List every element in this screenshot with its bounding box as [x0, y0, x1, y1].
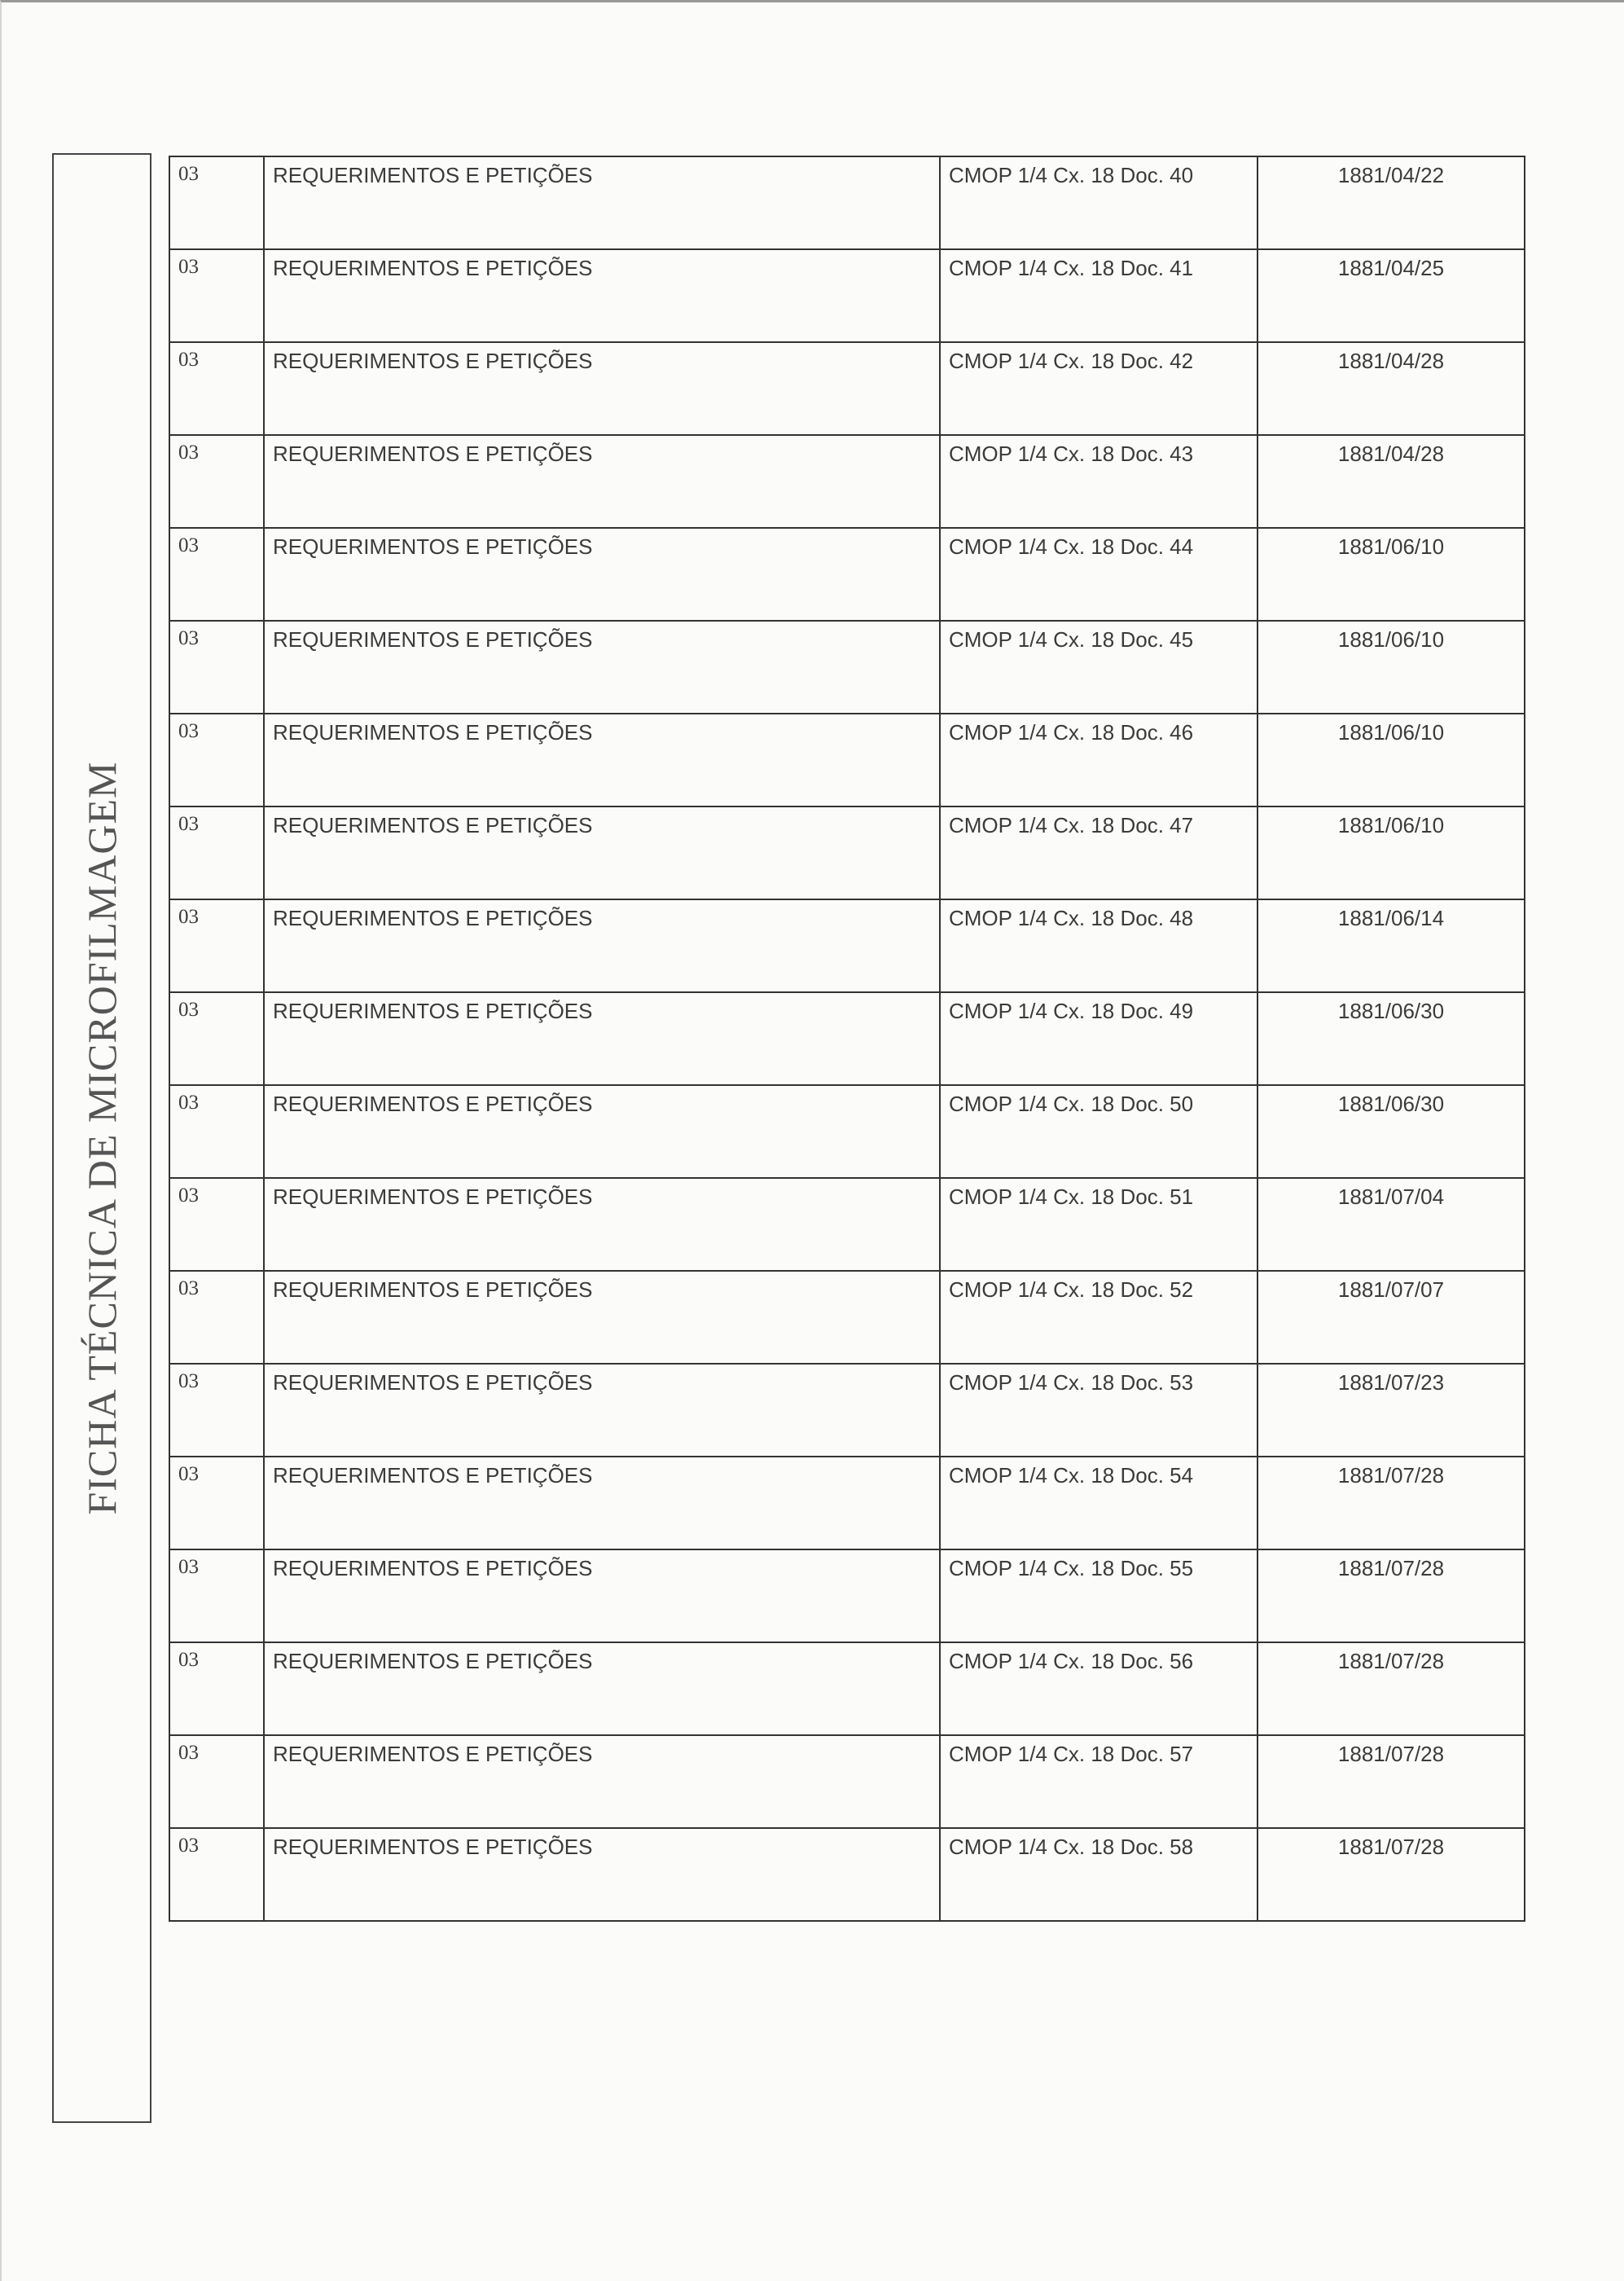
record-title-cell: REQUERIMENTOS E PETIÇÕES	[264, 1457, 940, 1549]
archive-reference-cell: CMOP 1/4 Cx. 18 Doc. 52	[940, 1271, 1258, 1364]
table-row	[169, 1085, 1525, 1178]
table-row	[169, 1642, 1525, 1735]
record-title-cell: REQUERIMENTOS E PETIÇÕES	[264, 249, 940, 342]
record-title-cell: REQUERIMENTOS E PETIÇÕES	[264, 1178, 940, 1271]
series-number-cell: 03	[169, 899, 264, 992]
table-row	[169, 528, 1525, 621]
record-date-cell: 1881/06/10	[1258, 806, 1525, 899]
archive-reference-cell: CMOP 1/4 Cx. 18 Doc. 40	[940, 156, 1258, 249]
record-date-cell: 1881/07/04	[1258, 1178, 1525, 1271]
table-row	[169, 342, 1525, 435]
record-title-cell: REQUERIMENTOS E PETIÇÕES	[264, 806, 940, 899]
record-date-cell: 1881/04/25	[1258, 249, 1525, 342]
series-number-cell: 03	[169, 249, 264, 342]
record-date-cell: 1881/07/28	[1258, 1828, 1525, 1921]
record-date-cell: 1881/04/28	[1258, 435, 1525, 528]
side-title-box	[52, 153, 151, 2123]
archive-reference-cell: CMOP 1/4 Cx. 18 Doc. 47	[940, 806, 1258, 899]
record-title-cell: REQUERIMENTOS E PETIÇÕES	[264, 1549, 940, 1642]
table-row	[169, 714, 1525, 806]
side-title: FICHA TÉCNICA DE MICROFILMAGEM	[79, 761, 125, 1515]
table-row	[169, 1178, 1525, 1271]
archive-reference-cell: CMOP 1/4 Cx. 18 Doc. 41	[940, 249, 1258, 342]
record-title-cell: REQUERIMENTOS E PETIÇÕES	[264, 1085, 940, 1178]
records-body	[169, 156, 1525, 1921]
record-date-cell: 1881/06/30	[1258, 992, 1525, 1085]
record-title-cell: REQUERIMENTOS E PETIÇÕES	[264, 528, 940, 621]
record-date-cell: 1881/06/10	[1258, 528, 1525, 621]
record-date-cell: 1881/07/07	[1258, 1271, 1525, 1364]
series-number-cell: 03	[169, 1364, 264, 1457]
record-title-cell: REQUERIMENTOS E PETIÇÕES	[264, 992, 940, 1085]
series-number-cell: 03	[169, 806, 264, 899]
record-date-cell: 1881/06/30	[1258, 1085, 1525, 1178]
series-number-cell: 03	[169, 621, 264, 714]
archive-reference-cell: CMOP 1/4 Cx. 18 Doc. 53	[940, 1364, 1258, 1457]
archive-reference-cell: CMOP 1/4 Cx. 18 Doc. 44	[940, 528, 1258, 621]
series-number-cell: 03	[169, 714, 264, 806]
series-number-cell: 03	[169, 342, 264, 435]
records-table	[169, 156, 1525, 1922]
series-number-cell: 03	[169, 1828, 264, 1921]
archive-reference-cell: CMOP 1/4 Cx. 18 Doc. 43	[940, 435, 1258, 528]
series-number-cell: 03	[169, 1271, 264, 1364]
series-number-cell: 03	[169, 1735, 264, 1828]
record-date-cell: 1881/07/28	[1258, 1457, 1525, 1549]
table-row	[169, 1457, 1525, 1549]
record-title-cell: REQUERIMENTOS E PETIÇÕES	[264, 1735, 940, 1828]
record-title-cell: REQUERIMENTOS E PETIÇÕES	[264, 1642, 940, 1735]
series-number-cell: 03	[169, 1549, 264, 1642]
table-row	[169, 899, 1525, 992]
series-number-cell: 03	[169, 528, 264, 621]
table-row	[169, 249, 1525, 342]
record-title-cell: REQUERIMENTOS E PETIÇÕES	[264, 621, 940, 714]
record-date-cell: 1881/06/10	[1258, 714, 1525, 806]
series-number-cell: 03	[169, 1642, 264, 1735]
record-title-cell: REQUERIMENTOS E PETIÇÕES	[264, 342, 940, 435]
archive-reference-cell: CMOP 1/4 Cx. 18 Doc. 56	[940, 1642, 1258, 1735]
record-date-cell: 1881/07/28	[1258, 1642, 1525, 1735]
archive-reference-cell: CMOP 1/4 Cx. 18 Doc. 57	[940, 1735, 1258, 1828]
record-date-cell: 1881/04/22	[1258, 156, 1525, 249]
record-title-cell: REQUERIMENTOS E PETIÇÕES	[264, 899, 940, 992]
record-title-cell: REQUERIMENTOS E PETIÇÕES	[264, 1364, 940, 1457]
series-number-cell: 03	[169, 1457, 264, 1549]
series-number-cell: 03	[169, 1178, 264, 1271]
series-number-cell: 03	[169, 992, 264, 1085]
record-date-cell: 1881/06/10	[1258, 621, 1525, 714]
table-row	[169, 156, 1525, 249]
archive-reference-cell: CMOP 1/4 Cx. 18 Doc. 58	[940, 1828, 1258, 1921]
series-number-cell: 03	[169, 1085, 264, 1178]
table-row	[169, 621, 1525, 714]
record-title-cell: REQUERIMENTOS E PETIÇÕES	[264, 156, 940, 249]
table-row	[169, 435, 1525, 528]
archive-reference-cell: CMOP 1/4 Cx. 18 Doc. 51	[940, 1178, 1258, 1271]
archive-reference-cell: CMOP 1/4 Cx. 18 Doc. 50	[940, 1085, 1258, 1178]
archive-reference-cell: CMOP 1/4 Cx. 18 Doc. 49	[940, 992, 1258, 1085]
table-row	[169, 1364, 1525, 1457]
archive-reference-cell: CMOP 1/4 Cx. 18 Doc. 54	[940, 1457, 1258, 1549]
archive-reference-cell: CMOP 1/4 Cx. 18 Doc. 48	[940, 899, 1258, 992]
table-row	[169, 1549, 1525, 1642]
archive-reference-cell: CMOP 1/4 Cx. 18 Doc. 42	[940, 342, 1258, 435]
table-row	[169, 806, 1525, 899]
record-title-cell: REQUERIMENTOS E PETIÇÕES	[264, 1828, 940, 1921]
table-row	[169, 1828, 1525, 1921]
record-date-cell: 1881/06/14	[1258, 899, 1525, 992]
archive-reference-cell: CMOP 1/4 Cx. 18 Doc. 45	[940, 621, 1258, 714]
record-date-cell: 1881/07/28	[1258, 1549, 1525, 1642]
record-date-cell: 1881/07/23	[1258, 1364, 1525, 1457]
table-row	[169, 992, 1525, 1085]
record-title-cell: REQUERIMENTOS E PETIÇÕES	[264, 714, 940, 806]
archive-reference-cell: CMOP 1/4 Cx. 18 Doc. 55	[940, 1549, 1258, 1642]
table-row	[169, 1735, 1525, 1828]
archive-reference-cell: CMOP 1/4 Cx. 18 Doc. 46	[940, 714, 1258, 806]
series-number-cell: 03	[169, 156, 264, 249]
record-date-cell: 1881/07/28	[1258, 1735, 1525, 1828]
series-number-cell: 03	[169, 435, 264, 528]
record-title-cell: REQUERIMENTOS E PETIÇÕES	[264, 435, 940, 528]
table-row	[169, 1271, 1525, 1364]
record-title-cell: REQUERIMENTOS E PETIÇÕES	[264, 1271, 940, 1364]
record-date-cell: 1881/04/28	[1258, 342, 1525, 435]
